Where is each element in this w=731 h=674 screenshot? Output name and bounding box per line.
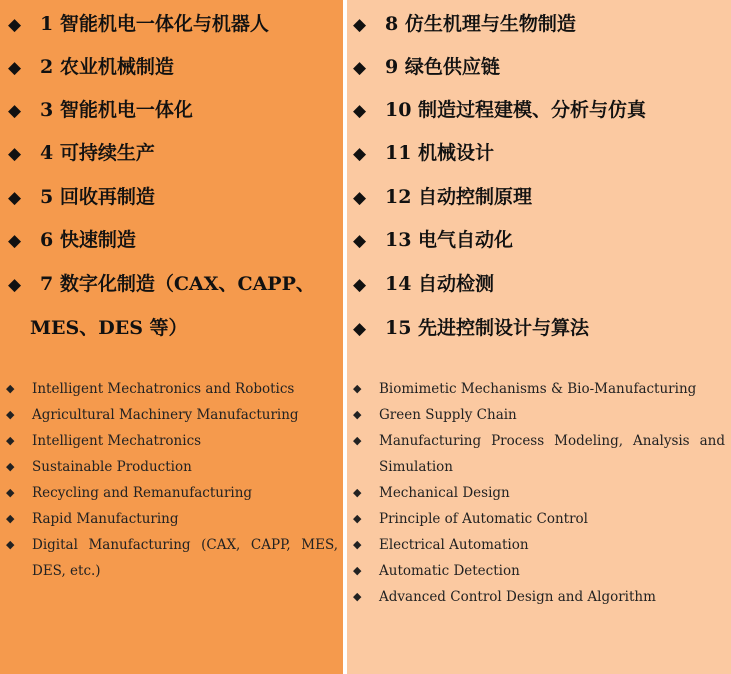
left-english-topic-label: Intelligent Mechatronics: [32, 433, 202, 449]
left-english-topic-2: [6, 406, 299, 424]
diamond-bullet-icon: ◆: [353, 188, 367, 208]
right-english-topic-12: [353, 510, 588, 528]
right-chinese-topic-10: [353, 98, 646, 123]
left-chinese-topic-label: 1 智能机电一体化与机器人: [40, 13, 269, 35]
diamond-bullet-icon: ◆: [8, 275, 22, 295]
right-chinese-topic-15: [353, 316, 589, 341]
right-chinese-topic-label: 14 自动检测: [385, 273, 495, 295]
diamond-bullet-icon: ◆: [353, 486, 362, 499]
right-english-topic-label: Green Supply Chain: [379, 407, 517, 423]
right-english-topic-8: [353, 380, 696, 398]
diamond-bullet-icon: ◆: [353, 275, 367, 295]
diamond-bullet-icon: ◆: [8, 231, 22, 251]
right-panel: [347, 0, 731, 674]
left-chinese-topic-2: [8, 55, 174, 80]
left-panel: [0, 0, 343, 674]
right-english-topic-15: [353, 588, 656, 606]
diamond-bullet-icon: ◆: [353, 408, 362, 421]
left-chinese-topic-3: [8, 98, 193, 123]
diamond-bullet-icon: ◆: [6, 382, 15, 395]
right-chinese-topic-label: 11 机械设计: [385, 142, 495, 164]
diamond-bullet-icon: ◆: [6, 486, 15, 499]
left-english-topic-6: [6, 510, 179, 528]
right-english-topic-label: Principle of Automatic Control: [379, 511, 588, 527]
diamond-bullet-icon: ◆: [353, 144, 367, 164]
right-chinese-topic-label: 13 电气自动化: [385, 229, 514, 251]
left-english-topic-5: [6, 484, 252, 502]
diamond-bullet-icon: ◆: [353, 512, 362, 525]
left-chinese-topic-1: [8, 12, 269, 37]
right-chinese-topic-13: [353, 228, 513, 253]
right-chinese-topic-label: 10 制造过程建模、分析与仿真: [385, 99, 647, 121]
left-chinese-topic-7-continued: [30, 316, 188, 340]
left-chinese-topic-4: [8, 141, 155, 166]
left-english-topic-7: [6, 536, 338, 584]
right-english-topic-label: Manufacturing Process Modeling, Analysis and Simulation: [379, 433, 725, 475]
diamond-bullet-icon: ◆: [353, 538, 362, 551]
diamond-bullet-icon: ◆: [8, 144, 22, 164]
left-english-topic-list: [6, 380, 338, 590]
right-english-topic-14: [353, 562, 520, 580]
diamond-bullet-icon: ◆: [6, 512, 15, 525]
left-chinese-topic-label: 4 可持续生产: [40, 142, 155, 164]
diamond-bullet-icon: ◆: [8, 58, 22, 78]
diamond-bullet-icon: ◆: [6, 408, 15, 421]
right-chinese-topic-label: 15 先进控制设计与算法: [385, 317, 590, 339]
diamond-bullet-icon: ◆: [353, 319, 367, 339]
left-english-topic-label: Agricultural Machinery Manufacturing: [32, 407, 299, 423]
left-english-topic-3: [6, 432, 201, 450]
diamond-bullet-icon: ◆: [6, 460, 15, 473]
diamond-bullet-icon: ◆: [353, 434, 362, 447]
diamond-bullet-icon: ◆: [353, 382, 362, 395]
right-chinese-topic-9: [353, 55, 500, 80]
right-english-topic-11: [353, 484, 510, 502]
diamond-bullet-icon: ◆: [8, 15, 22, 35]
left-chinese-topic-label: 7 数字化制造（CAX、CAPP、: [40, 273, 315, 295]
diamond-bullet-icon: ◆: [6, 434, 15, 447]
right-chinese-topic-12: [353, 185, 532, 210]
left-english-topic-label: Rapid Manufacturing: [32, 511, 179, 527]
diamond-bullet-icon: ◆: [353, 58, 367, 78]
diamond-bullet-icon: ◆: [353, 564, 362, 577]
left-chinese-topic-label: 3 智能机电一体化: [40, 99, 193, 121]
right-chinese-topic-label: 12 自动控制原理: [385, 186, 533, 208]
left-chinese-topic-label: 5 回收再制造: [40, 186, 155, 208]
right-chinese-topic-8: [353, 12, 576, 37]
left-chinese-topic-7: [8, 272, 315, 297]
right-chinese-topic-label: 8 仿生机理与生物制造: [385, 13, 576, 35]
right-english-topic-9: [353, 406, 517, 424]
diamond-bullet-icon: ◆: [353, 101, 367, 121]
right-english-topic-label: Mechanical Design: [379, 485, 510, 501]
right-chinese-topic-11: [353, 141, 494, 166]
right-chinese-topic-label: 9 绿色供应链: [385, 56, 500, 78]
left-chinese-topic-label: MES、DES 等）: [30, 317, 188, 339]
right-english-topic-label: Automatic Detection: [379, 563, 520, 579]
left-chinese-topic-5: [8, 185, 155, 210]
left-english-topic-label: Recycling and Remanufacturing: [32, 485, 253, 501]
right-english-topic-label: Biomimetic Mechanisms & Bio-Manufacturing: [379, 381, 697, 397]
diamond-bullet-icon: ◆: [353, 231, 367, 251]
diamond-bullet-icon: ◆: [8, 101, 22, 121]
right-english-topic-list: [353, 380, 727, 616]
diamond-bullet-icon: ◆: [6, 538, 15, 551]
diamond-bullet-icon: ◆: [353, 590, 362, 603]
diamond-bullet-icon: ◆: [8, 188, 22, 208]
right-english-topic-10: [353, 432, 725, 480]
left-chinese-topic-6: [8, 228, 136, 253]
right-english-topic-13: [353, 536, 529, 554]
right-chinese-topic-list: [353, 0, 725, 345]
left-english-topic-1: [6, 380, 294, 398]
left-english-topic-label: Sustainable Production: [32, 459, 192, 475]
left-chinese-topic-list: [8, 0, 338, 345]
diamond-bullet-icon: ◆: [353, 15, 367, 35]
right-english-topic-label: Electrical Automation: [379, 537, 529, 553]
left-chinese-topic-label: 6 快速制造: [40, 229, 136, 251]
right-chinese-topic-14: [353, 272, 494, 297]
left-english-topic-label: Digital Manufacturing (CAX, CAPP, MES, DES, etc.): [32, 537, 338, 579]
left-english-topic-4: [6, 458, 192, 476]
right-english-topic-label: Advanced Control Design and Algorithm: [379, 589, 656, 605]
left-english-topic-label: Intelligent Mechatronics and Robotics: [32, 381, 295, 397]
left-chinese-topic-label: 2 农业机械制造: [40, 56, 174, 78]
